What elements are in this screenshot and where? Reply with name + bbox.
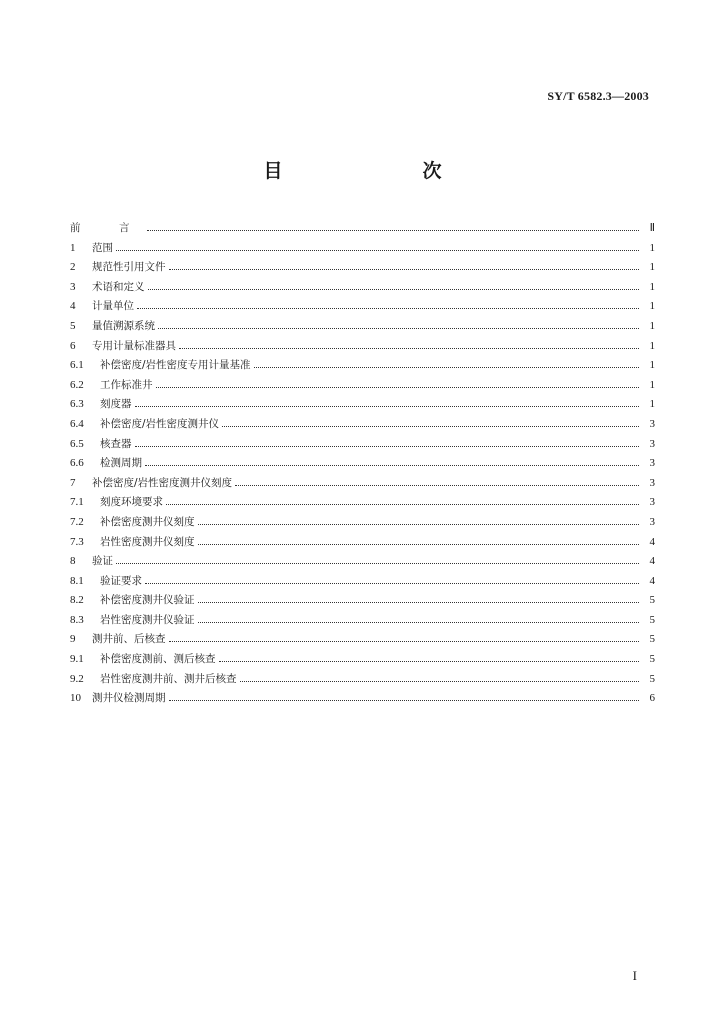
toc-entry-number: 8 [70,555,76,568]
toc-entry-page: 1 [649,280,655,293]
toc-entry-title: 专用计量标准器具 [92,339,176,352]
toc-entry [70,670,655,690]
toc-entry-title: 检测周期 [100,457,142,470]
toc-entry-number: 8.2 [70,594,84,607]
toc-dot-leader [198,601,640,603]
toc-entry-page: 5 [649,594,655,607]
toc-entry [70,689,655,709]
toc-entry-number: 7.3 [70,535,84,548]
toc-entry-page: 4 [649,574,655,587]
toc-entry-title: 岩性密度测井仪刻度 [100,535,195,548]
toc-dot-leader [169,640,640,642]
toc-entry-number: 10 [70,692,81,705]
toc-entry [70,337,655,357]
toc-entry-number: 6.3 [70,398,84,411]
toc-entry-number: 6.6 [70,457,84,470]
toc-entry [70,395,655,415]
toc-entry [70,435,655,455]
toc-dot-leader [135,445,640,447]
toc-entry-page: Ⅱ [649,222,655,234]
toc-entry-page: 5 [649,613,655,626]
toc-entry-number: 7.1 [70,496,84,509]
toc-entry-title: 核查器 [100,437,132,450]
toc-entry-page: 3 [649,515,655,528]
toc-entry-title: 岩性密度测井前、测井后核查 [100,672,237,685]
page-number: I [632,968,637,983]
toc-dot-leader [179,347,639,349]
page-title: 目 次 [263,160,476,182]
toc-entry-number: 6.5 [70,437,84,450]
toc-entry [70,376,655,396]
toc-dot-leader [156,386,640,388]
toc-dot-leader [116,249,639,251]
toc-entry-page: 5 [649,672,655,685]
toc-entry-number: 2 [70,261,76,274]
toc-dot-leader [137,307,639,309]
toc-entry-number: 5 [70,319,76,332]
toc-entry-number: 6.4 [70,417,84,430]
toc-dot-leader [198,621,640,623]
toc-entry-page: 3 [649,417,655,430]
toc-entry-page: 5 [649,653,655,666]
toc-entry-title: 前 言 [70,222,144,234]
toc-entry-number: 6 [70,339,76,352]
toc-dot-leader [169,268,640,270]
toc-entry [70,454,655,474]
toc-entry-title: 补偿密度/岩性密度测井仪刻度 [92,476,233,489]
toc-entry-number: 3 [70,280,76,293]
toc-entry-title: 补偿密度/岩性密度专用计量基准 [100,359,251,372]
toc-entry-title: 补偿密度测井仪验证 [100,594,195,607]
toc-entry-title: 测井前、后核查 [92,633,166,646]
toc-entry [70,552,655,572]
toc-entry-title: 计量单位 [92,300,134,313]
toc-entry-page: 1 [649,319,655,332]
toc-entry [70,591,655,611]
toc-entry-title: 工作标准井 [100,378,153,391]
toc-entry-page: 1 [649,261,655,274]
toc-dot-leader [254,366,639,368]
toc-entry-number: 4 [70,300,76,313]
toc-entry-page: 1 [649,398,655,411]
toc-entry-title: 术语和定义 [92,280,145,293]
toc-entry-number: 1 [70,241,76,254]
toc-entry [70,630,655,650]
toc-entry-page: 3 [649,457,655,470]
toc-dot-leader [148,288,640,290]
toc-entry-title: 刻度器 [100,398,132,411]
toc-entry-title: 补偿密度测井仪刻度 [100,515,195,528]
toc-entry [70,297,655,317]
toc-entry-title: 验证 [92,555,113,568]
toc-entry [70,572,655,592]
toc-entry-page: 3 [649,496,655,509]
toc-dot-leader [198,543,640,545]
toc-entry [70,219,655,239]
toc-entry [70,415,655,435]
toc-entry [70,513,655,533]
toc-entry [70,533,655,553]
toc-entry [70,474,655,494]
toc-entry-title: 规范性引用文件 [92,261,166,274]
toc-dot-leader [169,699,640,701]
toc-entry [70,317,655,337]
toc-dot-leader [198,523,640,525]
toc-entry-page: 3 [649,476,655,489]
toc-dot-leader [166,503,639,505]
toc-entry-number: 6.1 [70,359,84,372]
toc-dot-leader [158,327,639,329]
toc-entry-number: 7 [70,476,76,489]
toc-entry-page: 1 [649,300,655,313]
toc-entry-page: 6 [649,692,655,705]
toc-dot-leader [145,464,639,466]
standard-code: SY/T 6582.3—2003 [547,89,649,103]
toc-entry-number: 9.1 [70,653,84,666]
toc-entry-title: 验证要求 [100,574,142,587]
toc-entry-title: 范围 [92,241,113,254]
toc-entry [70,239,655,259]
toc-entry-number: 6.2 [70,378,84,391]
toc-entry-number: 8.1 [70,574,84,587]
toc-entry-page: 4 [649,555,655,568]
toc-dot-leader [145,582,639,584]
toc-entry [70,278,655,298]
toc-dot-leader [240,680,640,682]
toc-entry-page: 1 [649,339,655,352]
table-of-contents [70,219,655,709]
toc-dot-leader [235,484,639,486]
toc-entry [70,258,655,278]
toc-entry [70,493,655,513]
toc-dot-leader [116,562,639,564]
toc-entry-title: 测井仪检测周期 [92,692,166,705]
toc-dot-leader [219,660,640,662]
toc-entry-page: 3 [649,437,655,450]
toc-entry-page: 1 [649,241,655,254]
toc-entry [70,650,655,670]
toc-entry-page: 4 [649,535,655,548]
toc-entry-number: 7.2 [70,515,84,528]
toc-entry-number: 9.2 [70,672,84,685]
toc-entry-title: 量值溯源系统 [92,319,155,332]
toc-entry [70,356,655,376]
toc-entry-number: 9 [70,633,76,646]
toc-dot-leader [135,405,640,407]
toc-entry [70,611,655,631]
toc-entry-number: 8.3 [70,613,84,626]
toc-entry-title: 岩性密度测井仪验证 [100,613,195,626]
toc-entry-title: 补偿密度测前、测后核查 [100,653,216,666]
toc-entry-page: 5 [649,633,655,646]
toc-dot-leader [222,425,639,427]
toc-entry-title: 刻度环境要求 [100,496,163,509]
toc-entry-title: 补偿密度/岩性密度测井仪 [100,417,220,430]
toc-dot-leader [147,229,640,231]
toc-entry-page: 1 [649,359,655,372]
toc-entry-page: 1 [649,378,655,391]
